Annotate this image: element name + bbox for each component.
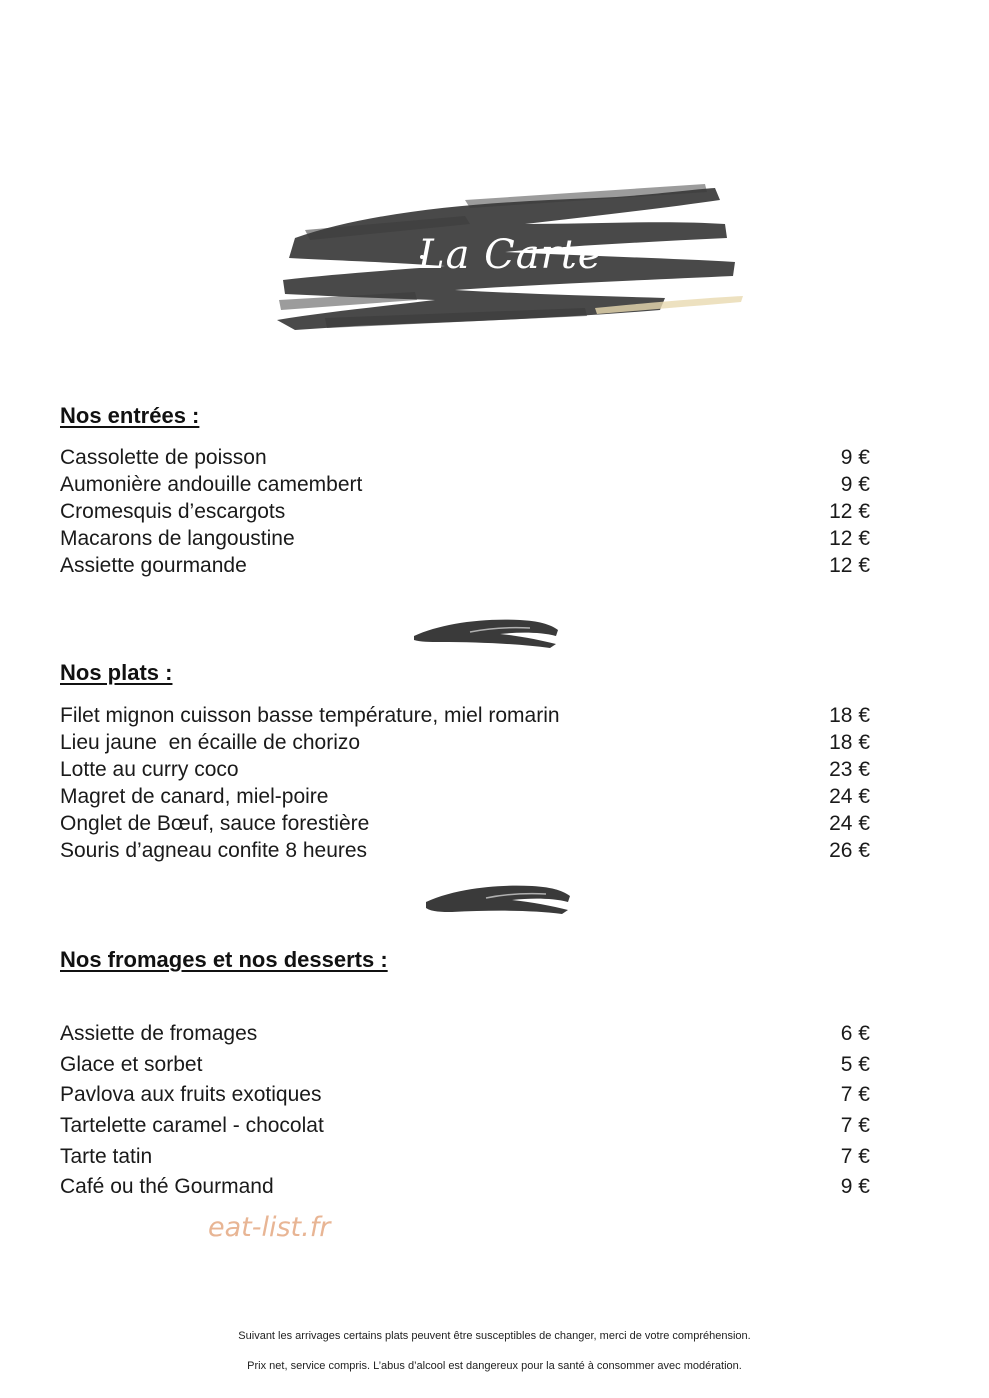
menu-item [60,756,870,783]
item-name: Magret de canard, miel-poire [60,785,329,808]
item-price: 9 € [840,473,870,496]
item-name: Lieu jaune en écaille de chorizo [60,731,361,754]
entrees-list [60,444,870,579]
section-heading-entrees: Nos entrées : [60,403,200,428]
menu-item [60,1142,870,1173]
menu-item [60,702,870,729]
item-name: Café ou thé Gourmand [60,1175,274,1199]
item-name: Onglet de Bœuf, sauce forestière [60,812,370,835]
item-price: 9 € [840,1175,870,1199]
brush-stroke-divider-icon [410,614,560,648]
watermark: eat-list.fr [208,1212,331,1243]
item-name: Tarte tatin [60,1144,153,1168]
section-heading-desserts: Nos fromages et nos desserts : [60,947,388,972]
item-price: 23 € [829,758,870,781]
menu-item [60,1172,870,1203]
item-name: Cromesquis d’escargots [60,500,286,523]
menu-item [60,1050,870,1081]
desserts-list [60,1019,870,1203]
item-name: Filet mignon cuisson basse température, miel romarin [60,704,560,727]
item-price: 7 € [840,1144,870,1168]
menu-item [60,1019,870,1050]
item-name: Tartelette caramel - chocolat [60,1114,324,1138]
item-name: Aumonière andouille camembert [60,473,363,496]
menu-item [60,1080,870,1111]
item-price: 26 € [829,839,870,862]
brush-stroke-divider-icon [422,882,572,916]
item-name: Pavlova aux fruits exotiques [60,1083,322,1107]
item-name: Assiette gourmande [60,554,247,577]
menu-item [60,837,870,864]
item-name: Cassolette de poisson [60,446,267,469]
item-price: 12 € [829,527,870,550]
menu-item [60,471,870,498]
item-price: 24 € [829,812,870,835]
item-name: Souris d’agneau confite 8 heures [60,839,368,862]
menu-item [60,810,870,837]
section-heading-plats: Nos plats : [60,660,173,685]
menu-item [60,1111,870,1142]
footer-note-prix: Prix net, service compris. L’abus d’alcool est dangereux pour la santé à consommer avec modération. [247,1360,742,1372]
item-name: Assiette de fromages [60,1022,258,1045]
item-price: 12 € [829,554,870,577]
item-price: 6 € [840,1022,870,1045]
item-price: 18 € [829,704,870,727]
menu-item [60,525,870,552]
footer-note-arrivages: Suivant les arrivages certains plats peuvent être susceptibles de changer, merci de votre compréhension. [238,1330,751,1342]
item-price: 24 € [829,785,870,808]
item-price: 18 € [829,731,870,754]
item-name: Lotte au curry coco [60,758,239,781]
menu-item [60,783,870,810]
item-price: 9 € [840,446,870,469]
menu-item [60,498,870,525]
plats-list [60,702,870,864]
item-price: 12 € [829,500,870,523]
menu-title: La Carte [418,232,603,278]
item-price: 7 € [840,1114,870,1138]
menu-item [60,444,870,471]
menu-item [60,552,870,579]
item-price: 7 € [840,1083,870,1107]
menu-item [60,729,870,756]
item-price: 5 € [840,1052,870,1076]
item-name: Macarons de langoustine [60,527,295,550]
item-name: Glace et sorbet [60,1052,203,1076]
